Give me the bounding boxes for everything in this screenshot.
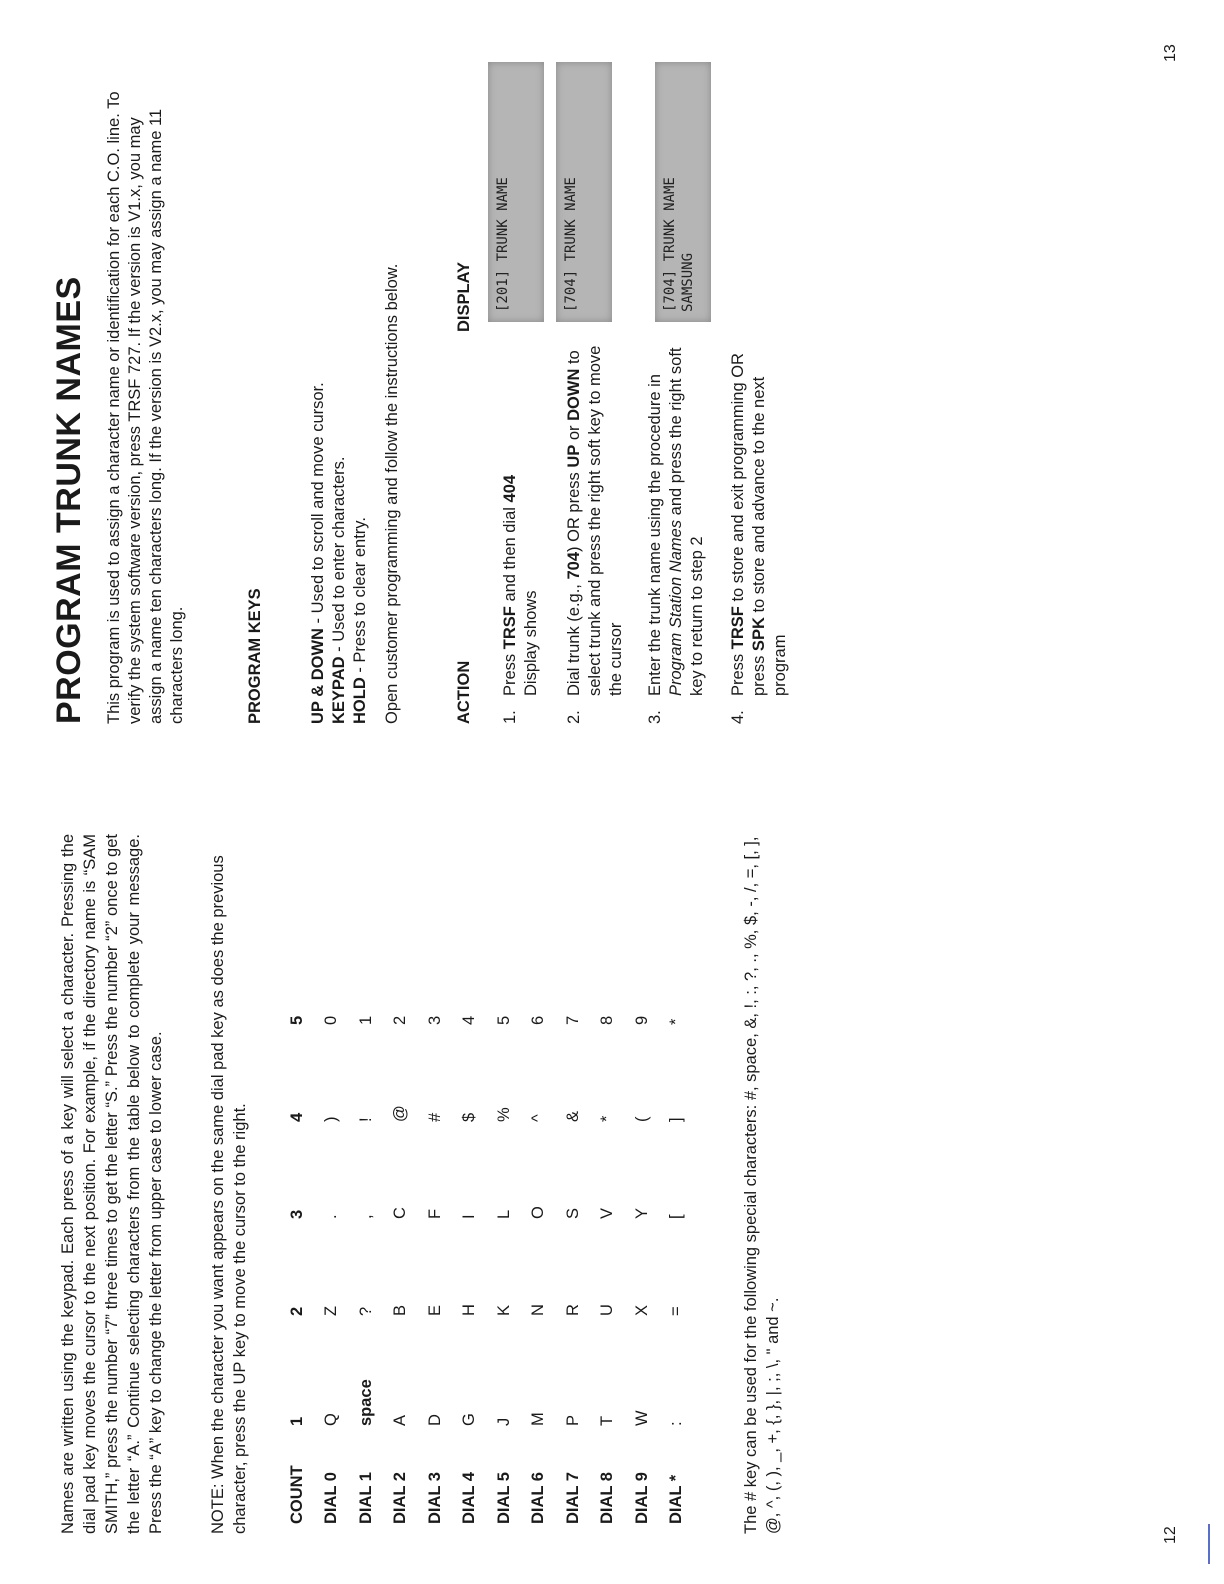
table-cell: ] [667, 1117, 686, 1122]
page-number-12: 12 [1162, 1526, 1179, 1544]
table-cell: J [494, 1417, 513, 1426]
row-label: DIAL 1 [356, 1472, 375, 1524]
program-key-keypad: KEYPAD - Used to enter characters. [330, 456, 348, 724]
table-row [453, 928, 488, 1524]
step-number: 4. [729, 710, 747, 724]
table-cell: ^ [529, 1114, 548, 1122]
step-number: 3. [646, 710, 664, 724]
table-cell: = [667, 1306, 686, 1316]
step-number: 2. [565, 710, 583, 724]
table-row [487, 928, 522, 1524]
table-cell: Z [322, 1305, 341, 1316]
table-cell: P [563, 1414, 582, 1426]
open-programming-text: Open customer programming and follow the instructions below. [383, 263, 401, 724]
step-text: Dial trunk (e.g., 704) OR press UP or DOWN to select trunk and press the right soft key to move the cursor [565, 345, 625, 696]
action-step-1 [500, 344, 542, 724]
table-cell: Q [322, 1413, 341, 1426]
action-step-3 [645, 344, 708, 724]
action-heading: ACTION [455, 660, 473, 724]
row-label: DIAL 2 [391, 1472, 410, 1524]
table-cell: [ [667, 1214, 686, 1219]
row-label: DIAL 4 [460, 1472, 479, 1524]
table-cell: 4 [460, 1015, 479, 1025]
step-text: Press TRSF and then dial 404 Display shows [501, 474, 540, 696]
table-cell: D [425, 1414, 444, 1426]
table-row [591, 928, 626, 1524]
program-keys-list [308, 84, 371, 724]
page-title: PROGRAM TRUNK NAMES [50, 276, 88, 724]
special-characters-paragraph: The # key can be used for the following special characters: #, space, &, !, :, ?, ., %, $, -, /, =, [, ], @, ^, (, ), _, +, {, }, |, ;, \, " and ~. [742, 836, 782, 1534]
names-intro-paragraph: Names are written using the keypad. Each press of a key will select a character. Pressing the dial pad key moves the cursor to the next position. For example, if the directory name is “SAM SMITH,” press the number “7” three times to get the letter “S.” Press the number “2” once to get the letter “A.” Continue selecting characters from the table below to complete your message. Press the “A” key to change the letter from upper case to lower case. [59, 834, 165, 1534]
table-cell: 2 [391, 1015, 410, 1025]
table-cell: B [391, 1304, 410, 1316]
row-label: COUNT [287, 1465, 306, 1524]
display-heading: DISPLAY [455, 262, 473, 332]
table-cell: L [494, 1209, 513, 1219]
table-cell: * [667, 1018, 686, 1025]
table-cell: 4 [287, 1112, 306, 1122]
table-cell: E [425, 1304, 444, 1316]
row-label: DIAL 9 [632, 1472, 651, 1524]
table-cell: * [598, 1115, 617, 1122]
table-cell: @ [391, 1105, 410, 1122]
table-cell: ! [356, 1117, 375, 1122]
table-cell: G [460, 1413, 479, 1426]
trunk-names-intro: This program is used to assign a character name or identification for each C.O. line. To verify the system software version, press TRSF 727. If the version is V1.x, you may assign a name ten characters long. If the version is V2.x, you may assign a name 11 characters long. [105, 91, 186, 724]
row-label: DIAL 0 [322, 1472, 341, 1524]
table-row [660, 928, 695, 1524]
step-text: Enter the trunk name using the procedure in Program Station Names and press the right soft key to return to step 2 [646, 347, 706, 696]
table-row [384, 928, 419, 1524]
character-table [280, 928, 694, 1524]
action-steps [500, 344, 813, 724]
lcd-display-1: [201] TRUNK NAME [488, 62, 544, 322]
table-cell: ( [632, 1116, 651, 1122]
table-cell: N [529, 1304, 548, 1316]
table-cell: 3 [287, 1209, 306, 1219]
table-cell: 5 [494, 1015, 513, 1025]
left-page [0, 792, 1224, 1584]
table-cell: T [598, 1415, 617, 1426]
table-cell: R [563, 1304, 582, 1316]
table-cell: H [460, 1304, 479, 1316]
table-cell: : [667, 1421, 686, 1426]
table-row [625, 928, 660, 1524]
lcd-display-2: [704] TRUNK NAME [556, 62, 612, 322]
table-cell: 2 [287, 1306, 306, 1316]
table-cell: I [460, 1214, 479, 1219]
cursor-note: NOTE: When the character you want appears on the same dial pad key as does the previous character, press the UP key to move the cursor to the right. [209, 855, 249, 1534]
table-row [315, 928, 350, 1524]
table-cell: 9 [632, 1015, 651, 1025]
program-keys-heading: PROGRAM KEYS [246, 588, 264, 724]
table-cell: 0 [322, 1015, 341, 1025]
table-cell: V [598, 1207, 617, 1219]
table-cell: ? [356, 1306, 375, 1316]
row-label: DIAL 3 [425, 1472, 444, 1524]
table-row [556, 928, 591, 1524]
table-cell: Y [632, 1207, 651, 1219]
table-cell: 5 [287, 1015, 306, 1025]
table-cell: & [563, 1110, 582, 1122]
footer-rule [1208, 1524, 1210, 1564]
step-number: 1. [501, 710, 519, 724]
table-cell: 6 [529, 1015, 548, 1025]
program-key-updown: UP & DOWN - Used to scroll and move cursor. [309, 382, 327, 724]
table-cell: C [391, 1207, 410, 1219]
table-cell: # [425, 1112, 444, 1122]
lcd-display-3: [704] TRUNK NAME SAMSUNG [655, 62, 711, 322]
table-cell: , [356, 1214, 375, 1219]
table-row [522, 928, 557, 1524]
table-cell: % [494, 1107, 513, 1122]
program-key-hold: HOLD - Press to clear entry. [351, 517, 369, 724]
table-cell: 7 [563, 1015, 582, 1025]
table-row [418, 928, 453, 1524]
table-cell: 1 [356, 1015, 375, 1025]
row-label: DIAL 6 [529, 1472, 548, 1524]
row-label: DIAL 5 [494, 1472, 513, 1524]
table-cell: F [425, 1208, 444, 1219]
table-cell: . [322, 1214, 341, 1219]
table-row [349, 928, 384, 1524]
action-step-2 [564, 344, 627, 724]
table-cell: 3 [425, 1015, 444, 1025]
table-cell: K [494, 1304, 513, 1316]
action-step-4 [728, 344, 791, 724]
row-label: DIAL 8 [598, 1472, 617, 1524]
table-cell: $ [460, 1112, 479, 1122]
table-cell: M [529, 1412, 548, 1426]
table-cell: ) [322, 1116, 341, 1122]
page-number-13: 13 [1162, 44, 1179, 62]
table-cell: S [563, 1207, 582, 1219]
row-label: DIAL * [667, 1474, 686, 1524]
table-header-row [280, 928, 315, 1524]
step-text: Press TRSF to store and exit programming OR press SPK to store and advance to the next program [729, 353, 789, 696]
table-cell: O [529, 1206, 548, 1219]
row-label: DIAL 7 [563, 1472, 582, 1524]
table-cell: U [598, 1304, 617, 1316]
table-cell: space [356, 1379, 375, 1426]
table-cell: W [632, 1410, 651, 1426]
table-cell: 1 [287, 1416, 306, 1426]
table-cell: 8 [598, 1015, 617, 1025]
table-cell: X [632, 1304, 651, 1316]
table-cell: A [391, 1414, 410, 1426]
